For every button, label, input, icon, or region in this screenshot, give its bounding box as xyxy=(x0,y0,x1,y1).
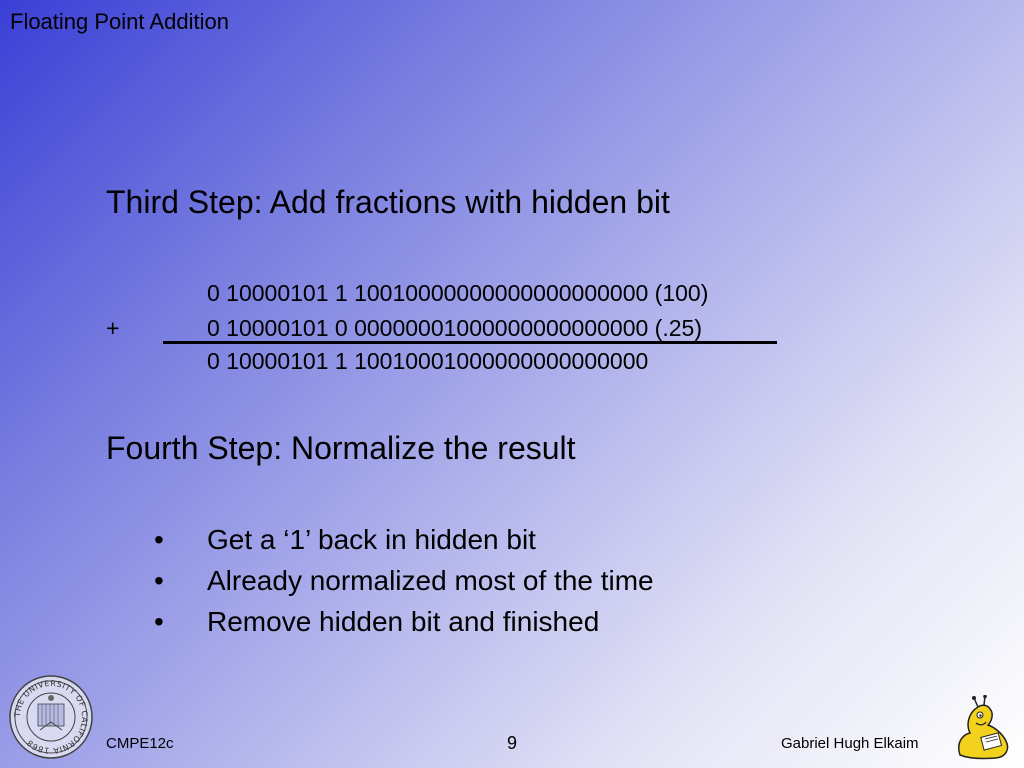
footer-course: CMPE12c xyxy=(106,735,174,752)
binary-sum: 0 10000101 1 10010001000000000000000 xyxy=(207,348,649,374)
bullet-marker: • xyxy=(154,524,164,555)
page-number: 9 xyxy=(507,733,518,753)
bullet-item: Get a ‘1’ back in hidden bit xyxy=(207,524,536,555)
binary-operand-1: 0 10000101 1 10010000000000000000000 (100) xyxy=(207,280,709,306)
svg-text:THE UNIVERSITY OF CALIFORNIA 1: THE UNIVERSITY OF CALIFORNIA 1868 xyxy=(12,678,90,756)
step3-heading: Third Step: Add fractions with hidden bit xyxy=(106,184,670,220)
uc-seal-icon xyxy=(8,674,94,760)
footer-author: Gabriel Hugh Elkaim xyxy=(781,735,919,752)
bullet-item: Already normalized most of the time xyxy=(207,565,654,596)
bullet-marker: • xyxy=(154,565,164,596)
slide-title: Floating Point Addition xyxy=(10,9,229,34)
plus-operator: + xyxy=(106,315,120,341)
binary-operand-2: 0 10000101 0 00000001000000000000000 (.25) xyxy=(207,315,702,341)
bullet-marker: • xyxy=(154,606,164,637)
step4-heading: Fourth Step: Normalize the result xyxy=(106,430,576,466)
banana-slug-icon xyxy=(952,695,1018,763)
sum-underline xyxy=(163,341,777,344)
bullet-item: Remove hidden bit and finished xyxy=(207,606,600,637)
